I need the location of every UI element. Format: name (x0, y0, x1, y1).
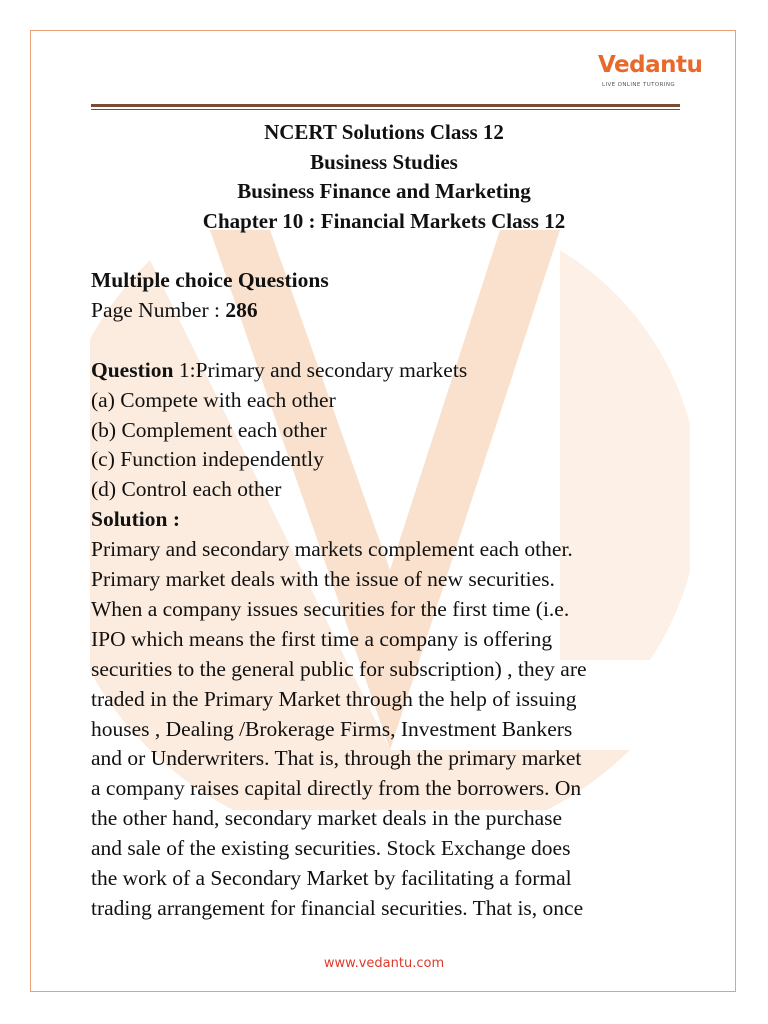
document-body (91, 266, 691, 924)
solution-line: the work of a Secondary Market by facilitating a formal (91, 866, 572, 891)
solution-line: and sale of the existing securities. Stock Exchange does (91, 836, 571, 861)
logo-tagline: LIVE ONLINE TUTORING (602, 82, 676, 88)
title-line: Business Studies (310, 149, 458, 174)
solution-line: securities to the general public for subscription) , they are (91, 656, 587, 681)
option-a: (a) Compete with each other (91, 387, 336, 412)
header-rule (91, 104, 680, 107)
solution-line: the other hand, secondary market deals in the purchase (91, 806, 563, 831)
section-heading: Multiple choice Questions (91, 268, 329, 292)
option-d: (d) Control each other (91, 477, 282, 502)
solution-line: When a company issues securities for the first time (i.e. (91, 596, 570, 621)
solution-line: traded in the Primary Market through the help of issuing (91, 686, 577, 711)
question-label: Question (91, 357, 174, 382)
page-number-label: Page Number : (91, 297, 226, 322)
solution-line: houses , Dealing /Brokerage Firms, Investment Bankers (91, 716, 573, 741)
header-rule-thin (91, 109, 680, 110)
title-line: NCERT Solutions Class 12 (264, 120, 504, 144)
solution-heading: Solution : (91, 507, 181, 532)
page-number-value: 286 (225, 297, 258, 322)
title-line: Business Finance and Marketing (237, 179, 531, 203)
title-line: Chapter 10 : Financial Markets Class 12 (202, 208, 566, 233)
document-title (0, 118, 768, 236)
question-text: 1:Primary and secondary markets (173, 357, 468, 382)
solution-line: Primary and secondary markets complement each other. (91, 537, 573, 562)
vedantu-logo[interactable] (598, 52, 703, 92)
option-b: (b) Complement each other (91, 417, 327, 442)
solution-line: a company raises capital directly from the borrowers. On (91, 776, 582, 801)
footer-url[interactable]: www.vedantu.com (323, 956, 445, 971)
logo-wordmark: Vedantu (598, 52, 703, 78)
question-line (91, 356, 691, 386)
solution-line: and or Underwriters. That is, through the primary market (91, 746, 582, 771)
solution-line: trading arrangement for financial securities. That is, once (91, 896, 584, 921)
solution-line: Primary market deals with the issue of new securities. (91, 567, 555, 592)
spacer (91, 326, 691, 356)
solution-line: IPO which means the first time a company is offering (91, 626, 553, 651)
option-c: (c) Function independently (91, 447, 324, 472)
page-number-line (91, 296, 691, 326)
